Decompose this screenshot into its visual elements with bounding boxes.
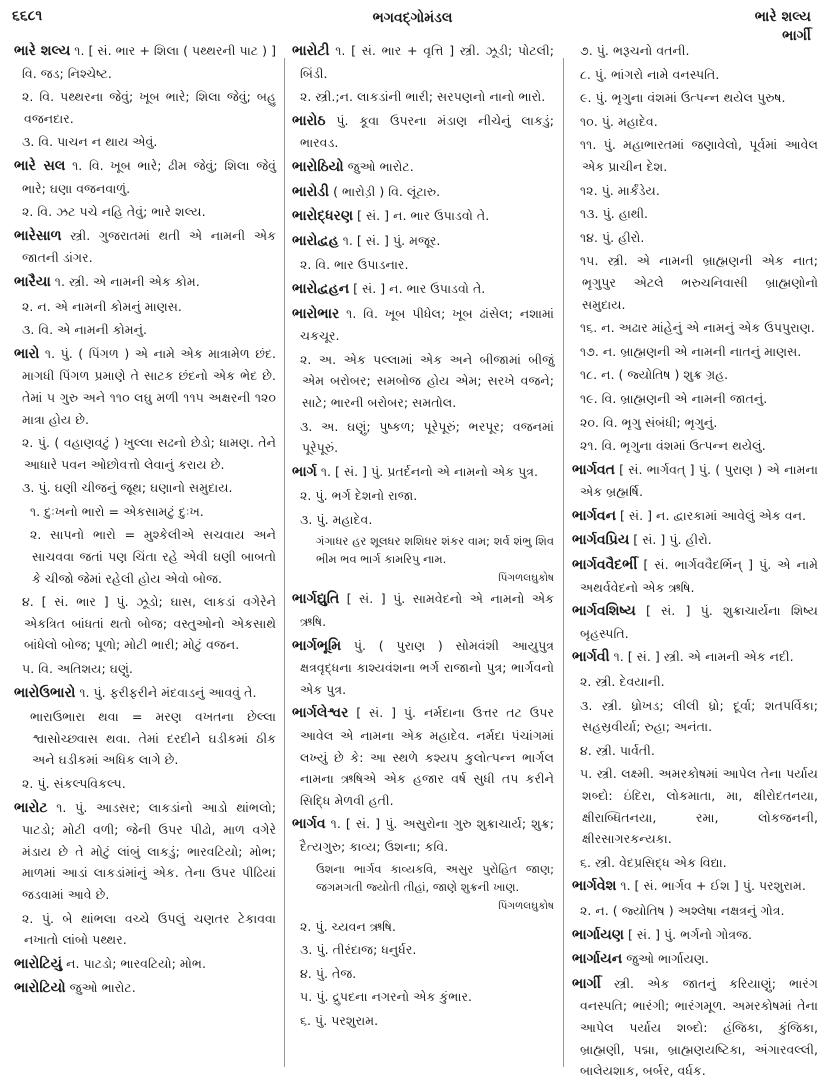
- definition-sense: [292, 349, 554, 414]
- definition-sense: [572, 364, 818, 386]
- dictionary-entry: [292, 303, 554, 347]
- dictionary-entry: [14, 343, 276, 430]
- running-title: ભગવદ્ગોમંડલ: [372, 10, 453, 26]
- definition-text: ૧. [ સં. ] પું. અસુરોના ગુરુ શુક્રાચાર્ય; શુક્ર; દૈત્યગુરુ; કાવ્ય; ઉશના; કવિ.: [300, 816, 554, 854]
- definition-sense: [572, 388, 818, 410]
- definition-text: ૨. પું. ભર્ગ દેશનો રાજા.: [300, 488, 418, 504]
- definition-text: ૨. પું. ( વહાણવટું ) ખુલ્લા સઢનો છેડો; ધામણ. તેને આધારે પવન ઓછોવત્તો લેવાનું કરાય છે.: [22, 435, 276, 472]
- definition-sense: [14, 524, 276, 589]
- definition-sense: [572, 412, 818, 434]
- definition-text: ૩. સ્ત્રી. ધ્રોખડ; લીલી ધ્રો; દૂર્વા; શતપર્વિકા; સહસ્રવીર્યા; રુહા; અનંતા.: [580, 697, 818, 735]
- definition-sense: [292, 254, 554, 276]
- definition-sense: [14, 319, 276, 341]
- definition-sense: [14, 86, 276, 129]
- definition-text: ૫. સ્ત્રી. લક્ષ્મી. અમરકોષમાં આપેલ તેના પર્યાય શબ્દો: ઇંદિરા, લોકમાતા, મા, ક્ષીરોદતનયા, ક્ષીરાબ્ધિતનયા, રમા, લોકજનની, ક્ષીરસાગરકન્યકા.: [580, 766, 818, 847]
- definition-text: જુઓ ભારોટ.: [343, 158, 414, 174]
- definition-text: ૮. પું. ભાંગરો નામે વનસ્પતિ.: [580, 66, 720, 82]
- definition-text: ૭. પું. ભરૂચનો વતની.: [580, 43, 690, 58]
- definition-text: ૧. [ સં. ભાર + વૃત્તિ ] સ્ત્રી. ઝૂડી; પોટલી; બિંડી.: [300, 43, 554, 81]
- definition-sense: [572, 227, 818, 249]
- dictionary-entry: [14, 797, 276, 906]
- definition-text: ગંગાધર હર શૂલધર શશિધર શંકર વામ; શર્વ શંભુ શિવ ભીમ ભવ ભાર્ગ કામરિપુ નામ.: [316, 534, 554, 567]
- definition-sense: [292, 939, 554, 961]
- definition-sense: [292, 1010, 554, 1032]
- definition-text: [ સં. ભાર્ગવત્ ] પું. ( પુરાણ ) એ નામના એક બ્રહ્મર્ષિ.: [580, 461, 818, 500]
- definition-text: ૧૩. પું. હાથી.: [580, 206, 649, 222]
- dictionary-entry: [292, 702, 554, 811]
- dictionary-entry: [572, 529, 818, 552]
- definition-sense: [292, 416, 554, 459]
- headword: ભારેસાળ: [14, 227, 62, 244]
- definition-sense: [292, 963, 554, 985]
- definition-text: ૨. પું. સંકલ્પવિકલ્પ.: [22, 776, 126, 791]
- dictionary-entry: [572, 459, 818, 503]
- definition-text: ૨. અ. એક પલ્લામાં એક અને બીજામાં બીજું એમ બરોબર; સમબોજ હોય એમ; સરખે વજને; સાટે; ભારની બરોબર; સમતોલ.: [300, 351, 554, 410]
- dictionary-entry: [572, 875, 818, 898]
- quotation: [292, 860, 554, 896]
- definition-text: ૪. પું. તેજ.: [300, 965, 357, 981]
- definition-text: ૧. દુઃખનો ભારો = એકસામટું દુઃખ.: [30, 503, 204, 519]
- definition-sense: [572, 111, 818, 133]
- dictionary-entry: [292, 156, 554, 179]
- headword: ભારો: [14, 345, 40, 362]
- headword: ભારોટિયો: [14, 980, 66, 997]
- dictionary-entry: [14, 953, 276, 976]
- definition-sense: [14, 501, 276, 523]
- definition-text: સ્ત્રી. ગુજરાતમાં થતી એ નામની એક જાતની ડાંગર.: [22, 227, 276, 266]
- definition-sense: [572, 763, 818, 849]
- definition-text: પું. કૂવા ઉપરના મંડાણ નીચેનું લાકડું; ભારવડ.: [300, 112, 554, 151]
- headword: ભારોદ્વહ: [292, 232, 339, 249]
- definition-text: [ સં. ] પું. શુક્રાચાર્યના શિષ્ય બૃહસ્પતિ.: [580, 603, 818, 641]
- definition-text: ૧૨. પું. માર્કંડેય.: [580, 182, 660, 198]
- column-1: [14, 40, 276, 1002]
- dictionary-entry: [292, 588, 554, 632]
- definition-text: ૪. [ સં. ભાર ] પું. ઝૂડો; ઘાસ, લાકડાં વગેરેને એકત્રિત બાંધતાં થતો બોજ; વસ્તુઓનો એકસાથે બાંધેલો બોજ; પૂળો; મોટી ભારી; મોટું વજન.: [22, 594, 276, 653]
- definition-sense: [572, 203, 818, 225]
- definition-sense: [572, 64, 818, 86]
- headword: ભાર્ગી: [572, 975, 601, 992]
- definition-text: ૩. પું. મહાદેવ.: [300, 511, 373, 527]
- definition-text: [ સં. ભાર્ગવવૈદર્ભિન્ ] પું. એ નામે અથર્વવેદનો એક ઋષિ.: [580, 557, 818, 595]
- definition-text: પિંગળલઘુકોષ: [498, 899, 554, 912]
- definition-sense: [572, 317, 818, 339]
- definition-text: ૨૦. વિ. ભૃગુ સંબંધી; ભૃગુનું.: [580, 414, 718, 430]
- definition-sense: [572, 134, 818, 177]
- definition-text: ૧. પું. ( પિંગળ ) એ નામે એક માત્રામેળ છંદ. માગધી પિંગળ પ્રમાણે તે સાટક છંદનો એક ભેદ છે. તેમાં ૫ ગુરુ અને ૧૧૦ લઘુ મળી ૧૧૫ અક્ષરની ૧૨૦ માત્રા હોય છે.: [22, 345, 276, 427]
- dictionary-entry: [572, 505, 818, 528]
- dictionary-entry: [292, 40, 554, 84]
- definition-text: [ સં. ] ન. દ્વારકામાં આવેલું એક વન.: [616, 507, 807, 523]
- definition-sense: [572, 740, 818, 762]
- quotation-source: [292, 898, 554, 914]
- headword: ભારોભાર: [292, 305, 340, 322]
- definition-text: ૩. પું. તીરંદાજ; ધનુર્ધર.: [300, 942, 417, 958]
- definition-text: ૫. પું. દ્રુપદના નગરનો એક કુંભાર.: [300, 989, 472, 1005]
- definition-sense: [572, 671, 818, 693]
- definition-sense: [14, 131, 276, 153]
- headword: ભારોટી: [292, 43, 330, 59]
- definition-text: ૩. વિ. એ નામની કોમનું.: [22, 322, 148, 338]
- definition-text: ૧. [ સં. ભાર્ગવ + ઈશ ] પું. પરશુરામ.: [616, 878, 806, 894]
- definition-text: ૫. વિ. અતિશય; ઘણું.: [22, 661, 133, 677]
- definition-text: ૧. [ સં. ] પું. પ્રતર્દનનો એ નામનો એક પુત્ર.: [316, 463, 539, 479]
- definition-sense: [14, 477, 276, 499]
- dictionary-entry: [292, 205, 554, 228]
- definition-text: ૯. પું. ભૃગુના વંશમાં ઉત્પન્ન થયેલ પુરુષ.: [580, 90, 786, 106]
- dictionary-entry: [14, 40, 276, 84]
- dictionary-entry: [14, 682, 276, 705]
- definition-text: ૨. સાપનો ભારો = મુશ્કેલીએ સચવાય અને સાચવવા જતાં પણ ચિંતા રહે એવી ઘણી બાબતો કે ચીજો જેમાં રહેલી હોય એવો બોજ.: [30, 527, 276, 586]
- definition-text: ભારાઉભારા થવા = મરણ વખતના છેલ્લા શ્વાસોચ્છ્વાસ થવા. તેમાં દરદીને ઘડીકમાં ઠીક અને ઘડીકમાં અધિક લાગે છે.: [30, 709, 276, 768]
- definition-text: ૧. સ્ત્રી. એ નામની એક કોમ.: [50, 273, 200, 289]
- headword: ભાર્ગવેશ: [572, 878, 617, 895]
- definition-text: ૧૮. ન. ( જ્યોતિષ ) શુક્ર ગ્રહ.: [580, 367, 729, 383]
- definition-text: જુઓ ભારોટ.: [65, 980, 136, 996]
- definition-text: ૨. વિ. પથ્થરના જેવું; ખૂબ ભારે; શિલા જેવું; બહુ વજનદાર.: [22, 89, 276, 126]
- headword: ભારોદ્ધરણ: [292, 208, 354, 225]
- dictionary-entry: [572, 600, 818, 644]
- definition-text: ૧૬. ન. અઢાર માંહેનું એ નામનું એક ઉપપુરાણ.: [580, 320, 815, 336]
- headword: ભાર્ગાયન: [572, 951, 623, 968]
- quotation-source: [292, 570, 554, 586]
- headword: ભાર્ગવવૈદર્ભી: [572, 557, 638, 574]
- definition-text: ૨. પું. બે થાંભલા વચ્ચે ઉપલું ચણતર ટેકાવવા નખાતો લાંબો પથ્થર.: [22, 910, 276, 948]
- definition-text: ૨. ન. એ નામની કોમનું માણસ.: [22, 298, 182, 314]
- definition-text: ૧. વિ. ખૂબ પીધેલ; ખૂબ ઢાંસેલ; નશામાં ચકચૂર.: [300, 305, 554, 344]
- definition-text: ૧. વિ. ખૂબ ભારે; ઢીમ જેવું; શિલા જેવું ભારે; ઘણા વજનવાળું.: [22, 157, 276, 196]
- definition-sense: [572, 852, 818, 874]
- definition-sense: [14, 432, 276, 475]
- definition-text: [ સં. ] પું. હીરો.: [629, 532, 712, 548]
- headword: ભારોઠિયો: [292, 158, 344, 175]
- definition-text: ઉશના ભાર્ગવ કાવ્યકવિ, અસુર પુરોહિત જાણ; જગમગતી જ્યોતી તીહાં, જાણે શુક્રની ખાણ.: [316, 861, 554, 894]
- dictionary-entry: [292, 230, 554, 253]
- dictionary-entry: [572, 973, 818, 1082]
- definition-text: [ સં. ] પું. ભર્ગનો ગોત્રજ.: [623, 926, 752, 942]
- column-2: [292, 40, 554, 1034]
- headword: ભાર્ગલેશ્વર: [292, 705, 349, 722]
- guide-word-first: ભારે શલ્ય: [754, 9, 811, 25]
- headword: ભાર્ગભૂમિ: [292, 637, 342, 654]
- definition-text: ૨. ન. ( જ્યોતિષ ) અશ્લેષા નક્ષત્રનું ગોત્ર.: [580, 902, 785, 918]
- headword: ભાર્ગવી: [572, 649, 610, 666]
- definition-text: [ સં. ] ન. ભાર ઉપાડવો તે.: [353, 208, 490, 224]
- definition-text: ૧૦. પું. મહાદેવ.: [580, 113, 658, 129]
- definition-sense: [292, 986, 554, 1008]
- dictionary-entry: [572, 554, 818, 598]
- definition-text: [ સં. ] પું. નર્મદાના ઉત્તર તટ ઉપર આવેલ એ નામના એક મહાદેવ. નર્મદા પંચાંગમાં લખ્યું છે કે: આ સ્થળે કશ્યપ કુલોત્પન્ન ભાર્ગલ નામના ઋષિએ એક હજાર વર્ષ સુધી તપ કરીને સિદ્ધિ મેળવી હતી.: [300, 705, 554, 808]
- definition-sense: [572, 341, 818, 363]
- headword: ભારૈયા: [14, 273, 51, 290]
- definition-text: ૩. પું. ઘણી ચીજનું જૂથ; ઘણાનો સમુદાય.: [22, 480, 233, 496]
- definition-text: ૧. પું. ફરીફરીને મંદવાડનું આવવું તે.: [75, 684, 257, 700]
- definition-text: ૨. સ્ત્રી. દેવયાની.: [580, 674, 665, 690]
- headword: ભાર્ગવ: [292, 816, 326, 833]
- definition-text: ૨. વિ. ભાર ઉપાડનાર.: [300, 257, 409, 273]
- definition-sense: [572, 695, 818, 738]
- definition-sense: [14, 773, 276, 795]
- definition-sense: [292, 509, 554, 531]
- dictionary-entry: [572, 646, 818, 669]
- definition-text: જુઓ ભાર્ગાયણ.: [622, 951, 709, 967]
- dictionary-entry: [14, 977, 276, 1000]
- definition-sense: [292, 916, 554, 938]
- definition-text: ( ભારોડ઼ી ) વિ. લૂંટારુ.: [329, 183, 441, 199]
- headword: ભારોટ: [14, 799, 48, 816]
- definition-sense: [14, 591, 276, 656]
- column-divider: [284, 58, 285, 1067]
- definition-sense: [572, 40, 818, 62]
- guide-word-last: ભાર્ગી: [782, 28, 811, 44]
- definition-sense: [572, 180, 818, 202]
- column-divider: [563, 58, 564, 1067]
- definition-text: પું. ( પુરાણ ) સોમવંશી આયુપુત્ર ક્ષત્રવૃદ્ધના કાશ્યવંશના ભર્ગ રાજાનો પુત્ર; ભાર્ગવનો એક પુત્ર.: [300, 637, 554, 697]
- definition-text: ૧૫. સ્ત્રી. એ નામની બ્રાહ્મણની એક નાત; ભૃગુપુર એટલે ભરુચનિવાસી બ્રાહ્મણોનો સમુદાય.: [580, 253, 818, 312]
- dictionary-entry: [572, 948, 818, 971]
- definition-text: ૧. [ સં. ] પું. મજૂર.: [338, 232, 441, 248]
- definition-text: ૨. વિ. ઝટ પચે નહિ તેવું; ભારે શલ્ય.: [22, 204, 206, 220]
- definition-sense: [572, 87, 818, 109]
- definition-sense: [292, 485, 554, 507]
- definition-sense: [14, 296, 276, 318]
- definition-text: પિંગળલઘુકોષ: [498, 572, 554, 585]
- headword: ભાર્ગવશિષ્ય: [572, 603, 636, 620]
- headword: ભારોઉભારો: [14, 684, 76, 701]
- page-number: ૬૬૮૧: [12, 8, 43, 24]
- dictionary-entry: [292, 181, 554, 204]
- column-3: [572, 40, 818, 1084]
- definition-text: ૨૧. વિ. ભૃગુના વંશમાં ઉત્પન્ન થયેલું.: [580, 438, 766, 454]
- definition-sense: [292, 86, 554, 108]
- headword: ભાર્ગદ્યુતિ: [292, 591, 340, 608]
- definition-sense: [14, 706, 276, 771]
- dictionary-entry: [292, 813, 554, 857]
- definition-text: ૧. [ સં. ] સ્ત્રી. એ નામની એક નદી.: [609, 649, 794, 665]
- headword: ભારોટિયું: [14, 955, 63, 972]
- definition-text: ૧૧. પું. મહાભારતમાં જણાવેલો, પૂર્વમાં આવેલ એક પ્રાચીન દેશ.: [580, 137, 818, 174]
- headword: ભાર્ગવપ્રિય: [572, 532, 630, 549]
- definition-text: ૬. સ્ત્રી. વેદપ્રસિદ્ધ એક વિદ્યા.: [580, 854, 727, 870]
- definition-text: સ્ત્રી. એક જાતનું કરિયાણું; ભારંગ વનસ્પતિ; ભારંગી; ભારંગમૂળ. અમરકોષમાં તેના આપેલ પર્યાય શબ્દો: હંજિકા, કુંજિકા, બ્રાહ્મણી, પદ્મા, બ્રાહ્મણયષ્ટિકા, અંગારવલ્લી, બાલેયશાક, બર્બર, વર્ધક.: [580, 975, 818, 1079]
- dictionary-entry: [14, 271, 276, 294]
- definition-text: ૧૪. પું. હીરો.: [580, 229, 645, 245]
- headword: ભાર્ગાયણ: [572, 926, 624, 943]
- dictionary-entry: [14, 155, 276, 199]
- definition-text: ૪. સ્ત્રી. પાર્વતી.: [580, 742, 655, 758]
- definition-text: ૧૭. ન. બ્રાહ્મણની એ નામની નાતનું માણસ.: [580, 343, 802, 359]
- definition-text: ૧. પું. આડસર; લાકડાંનો આડો થાંભલો; પાટડો; મોટી વળી; જેની ઉપર પીઢો, માળ વગેરે મંડાય છે તે મોટું લાંબું લાકડું; ભારવટિયો; મોભ; માળમાં આડાં લાકડાંમાંનું એક. તેના ઉપર પીઢિયાં જડવામાં આવે છે.: [22, 799, 276, 902]
- definition-sense: [572, 900, 818, 922]
- definition-text: ૩. અ. ઘણું; પુષ્કળ; પૂરેપૂરું; ભરપૂર; વજનમાં પૂરેપૂરું.: [300, 418, 554, 456]
- definition-sense: [572, 435, 818, 457]
- headword: ભારોડી: [292, 183, 330, 200]
- headword: ભાર્ગવત: [572, 461, 615, 478]
- definition-text: ૧૯. વિ. બ્રાહ્મણની એ નામની જાતનું.: [580, 390, 768, 406]
- definition-sense: [14, 201, 276, 223]
- dictionary-entry: [572, 924, 818, 947]
- headword: ભારે સલ: [14, 157, 66, 174]
- headword: ભારોદ્વહન: [292, 280, 350, 297]
- definition-text: ૩. વિ. પાચન ન થાય એવું.: [22, 134, 158, 150]
- definition-text: ન. પાટડો; ભારવટિયો; મોભ.: [62, 955, 206, 971]
- headword: ભાર્ગ: [292, 463, 317, 480]
- headword: ભાર્ગવન: [572, 507, 617, 524]
- definition-sense: [14, 908, 276, 951]
- definition-text: [ સં. ] પું. સામવેદનો એ નામનો એક ઋષિ.: [300, 591, 554, 630]
- definition-sense: [14, 658, 276, 680]
- definition-text: [ સં. ] ન. ભાર ઉપાડવો તે.: [349, 280, 486, 296]
- definition-text: ૨. સ્ત્રી.;ન. લાકડાંની ભારી; સરપણનો નાનો ભારો.: [300, 89, 546, 105]
- definition-text: ૨. પું. ચ્યવન ઋષિ.: [300, 918, 396, 934]
- dictionary-entry: [292, 635, 554, 701]
- headword: ભારે શલ્ય: [14, 43, 71, 59]
- quotation: [292, 532, 554, 568]
- definition-text: ૬. પું. પરશુરામ.: [300, 1012, 379, 1028]
- dictionary-entry: [14, 225, 276, 269]
- definition-text: ૧. [ સં. ભાર + શિલા ( પથ્થરની પાટ ) ] વિ. જડ; નિશ્ચેષ્ટ.: [22, 43, 276, 81]
- dictionary-entry: [292, 461, 554, 484]
- dictionary-entry: [292, 278, 554, 301]
- dictionary-entry: [292, 110, 554, 154]
- headword: ભારોઠ: [292, 112, 326, 129]
- definition-sense: [572, 250, 818, 315]
